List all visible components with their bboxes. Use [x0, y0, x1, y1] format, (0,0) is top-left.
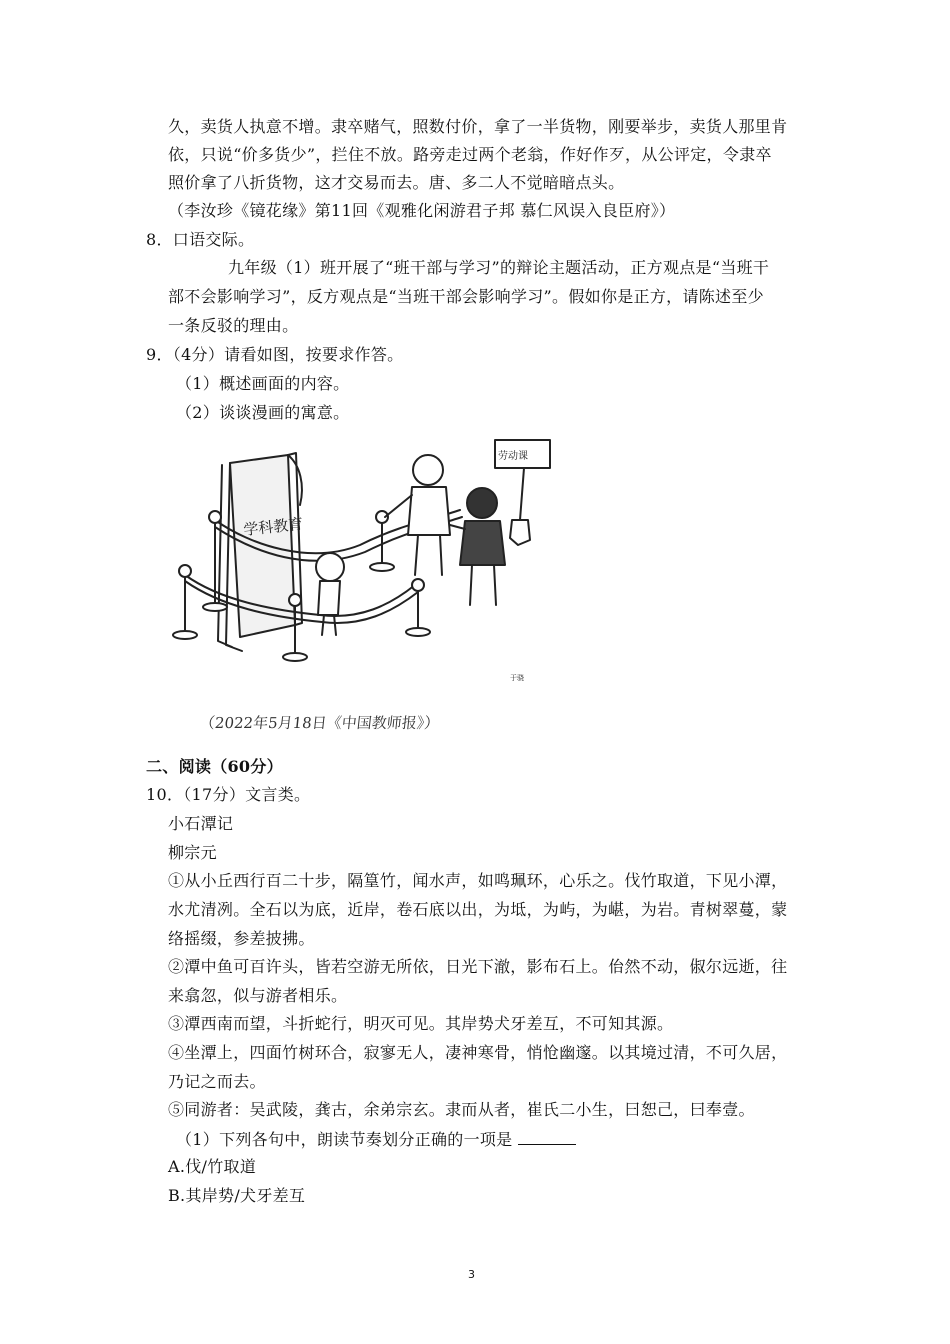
essay-p2-line-2: 来翕忽，似与游者相乐。 — [168, 986, 348, 1005]
answer-blank[interactable] — [518, 1129, 576, 1145]
essay-title: 小石潭记 — [168, 814, 234, 833]
q10-sub1 — [176, 1129, 576, 1150]
q10-sub1-text: （1）下列各句中，朗读节奏划分正确的一项是 — [176, 1130, 513, 1149]
essay-p4-line-2: 乃记之而去。 — [168, 1072, 266, 1091]
essay-p1-line-1: ①从小丘西行百二十步，隔篁竹，闻水声，如鸣珮环，心乐之。伐竹取道，下见小潭， — [168, 871, 788, 890]
essay-author: 柳宗元 — [168, 843, 217, 862]
q8-body-line-1: 九年级（1）班开展了“班干部与学习”的辩论主题活动，正方观点是“当班干 — [228, 258, 770, 277]
cartoon-signature: 于骁 — [510, 674, 524, 682]
passage-line-2: 依，只说“价多货少”，拦住不放。路旁走过两个老翁，作好作歹，从公评定，令隶卒 — [168, 145, 772, 164]
essay-p2-line-1: ②潭中鱼可百许头，皆若空游无所依，日光下澈，影布石上。佁然不动，俶尔远逝，往 — [168, 957, 788, 976]
q8-title: 8．口语交际。 — [146, 230, 255, 249]
q9-title: 9．（4分）请看如图，按要求作答。 — [146, 345, 404, 364]
q9-sub2: （2）谈谈漫画的寓意。 — [176, 403, 350, 422]
cartoon-image — [160, 425, 560, 695]
essay-p1-line-2: 水尤清冽。全石以为底，近岸，卷石底以出，为坻，为屿，为嵁，为岩。青树翠蔓，蒙 — [168, 900, 788, 919]
section-heading: 二、阅读（60分） — [146, 757, 283, 776]
passage-source: （李汝珍《镜花缘》第11回《观雅化闲游君子邦 慕仁风误入良臣府》） — [168, 201, 676, 220]
q10-title: 10．（17分）文言类。 — [146, 785, 311, 804]
passage-line-1: 久，卖货人执意不增。隶卒赌气，照数付价，拿了一半货物，刚要举步，卖货人那里肯 — [168, 117, 788, 136]
essay-p3: ③潭西南而望，斗折蛇行，明灭可见。其岸势犬牙差互，不可知其源。 — [168, 1014, 674, 1033]
essay-p1-line-3: 络摇缀，参差披拂。 — [168, 929, 315, 948]
option-b: B.其岸势/犬牙差互 — [168, 1186, 306, 1205]
passage-line-3: 照价拿了八折货物，这才交易而去。唐、多二人不觉暗暗点头。 — [168, 173, 625, 192]
essay-p5: ⑤同游者：吴武陵，龚古，余弟宗玄。隶而从者，崔氏二小生，曰恕己，曰奉壹。 — [168, 1100, 755, 1119]
cartoon-sign-text: 劳动课 — [498, 451, 528, 462]
q9-sub1: （1）概述画面的内容。 — [176, 374, 350, 393]
q8-body-line-2: 部不会影响学习”，反方观点是“当班干部会影响学习”。假如你是正方，请陈述至少 — [168, 287, 764, 306]
page-number: 3 — [468, 1268, 475, 1281]
cartoon-caption: （2022年5月18日《中国教师报》） — [199, 714, 441, 732]
q8-body-line-3: 一条反驳的理由。 — [168, 316, 299, 335]
cartoon-book-text: 学科教育 — [242, 514, 305, 539]
option-a: A.伐/竹取道 — [168, 1157, 257, 1176]
essay-p4-line-1: ④坐潭上，四面竹树环合，寂寥无人，凄神寒骨，悄怆幽邃。以其境过清，不可久居， — [168, 1043, 788, 1062]
